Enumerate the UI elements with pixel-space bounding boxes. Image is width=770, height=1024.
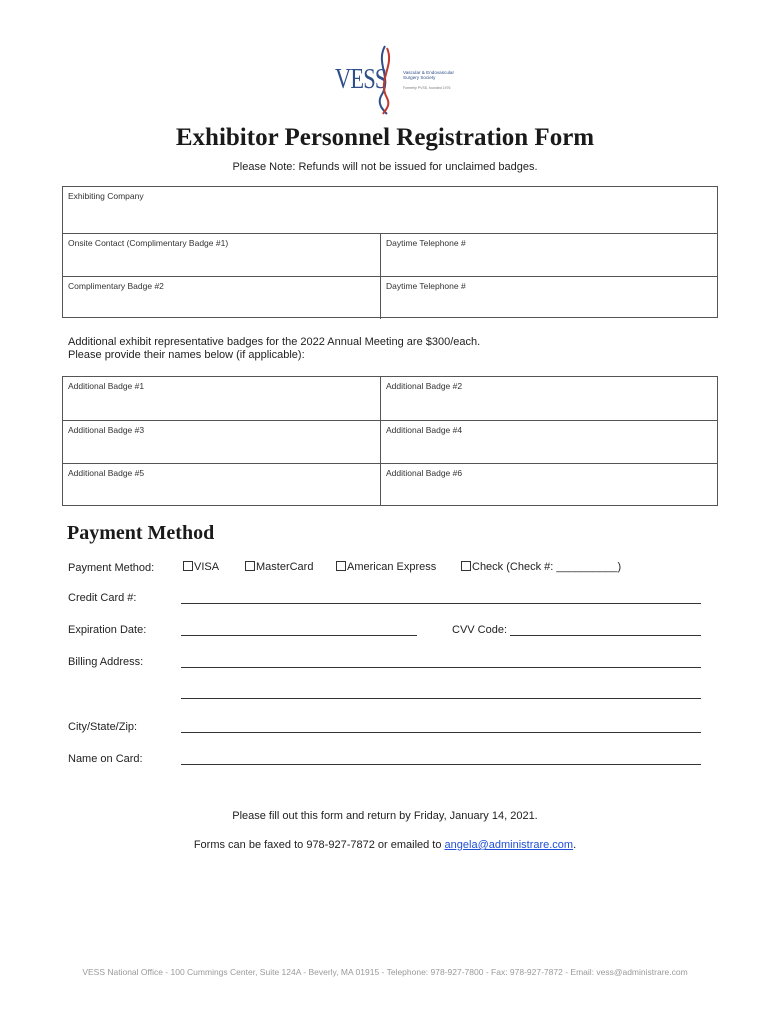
- mastercard-checkbox[interactable]: [245, 561, 255, 571]
- logo-wordmark: VESS: [335, 64, 387, 95]
- check-label: Check (Check #: __________): [472, 561, 622, 573]
- additional-badges-text: [68, 336, 480, 362]
- name-on-card-line[interactable]: [181, 764, 701, 765]
- cvv-line[interactable]: [510, 635, 701, 636]
- visa-label: VISA: [194, 561, 220, 573]
- submission-instructions: [0, 839, 770, 851]
- onsite-contact-row: [63, 233, 717, 276]
- additional-badge-4-field[interactable]: [381, 421, 717, 463]
- complimentary-badge-2-field[interactable]: [63, 277, 381, 319]
- daytime-phone-2-field[interactable]: [381, 277, 717, 319]
- page-title: Exhibitor Personnel Registration Form: [175, 124, 595, 151]
- fax-text: Forms can be faxed to 978-927-7872 or emailed to: [193, 839, 445, 851]
- badge-row: [63, 463, 717, 506]
- refund-note: Please Note: Refunds will not be issued for unclaimed badges.: [232, 161, 538, 173]
- additional-text-line2: Please provide their names below (if applicable):: [68, 349, 305, 361]
- visa-option[interactable]: [183, 561, 219, 573]
- additional-badge-3-label: Additional Badge #3: [68, 425, 145, 435]
- additional-badge-3-field[interactable]: [63, 421, 381, 463]
- company-contact-table: [62, 186, 718, 318]
- additional-text-line1: Additional exhibit representative badges for the 2022 Annual Meeting are $300/each.: [68, 336, 481, 348]
- badge-row: [63, 377, 717, 420]
- credit-card-line[interactable]: [181, 603, 701, 604]
- city-state-zip-label: City/State/Zip:: [68, 721, 138, 733]
- onsite-contact-field[interactable]: [63, 234, 381, 276]
- amex-option[interactable]: [336, 561, 436, 573]
- additional-badge-6-label: Additional Badge #6: [386, 468, 463, 478]
- daytime-phone-2-label: Daytime Telephone #: [386, 281, 466, 291]
- closing-period: .: [573, 839, 577, 851]
- exhibiting-company-label: Exhibiting Company: [68, 191, 144, 201]
- additional-badge-2-field[interactable]: [381, 377, 717, 420]
- billing-address-label: Billing Address:: [68, 656, 144, 668]
- expiration-date-line[interactable]: [181, 635, 417, 636]
- billing-address-line-2[interactable]: [181, 698, 701, 699]
- vess-logo: [333, 44, 453, 116]
- cvv-label: CVV Code:: [452, 624, 508, 636]
- footer-contact-info: VESS National Office - 100 Cummings Center, Suite 124A - Beverly, MA 01915 - Telephone: 978-927-7800 - Fax: 978-927-7872 - Email: vess@administrare.com: [82, 967, 688, 977]
- email-link[interactable]: angela@administrare.com: [444, 839, 574, 851]
- return-deadline-text: Please fill out this form and return by Friday, January 14, 2021.: [232, 810, 538, 822]
- daytime-phone-1-field[interactable]: [381, 234, 717, 276]
- mastercard-label: MasterCard: [256, 561, 314, 573]
- name-on-card-label: Name on Card:: [68, 753, 143, 765]
- amex-label: American Express: [347, 561, 437, 573]
- additional-badge-1-label: Additional Badge #1: [68, 381, 145, 391]
- additional-badge-5-label: Additional Badge #5: [68, 468, 145, 478]
- visa-checkbox[interactable]: [183, 561, 193, 571]
- mastercard-option[interactable]: [245, 561, 313, 573]
- check-option[interactable]: [461, 561, 621, 573]
- complimentary-badge-row: [63, 276, 717, 319]
- ribbon-icon: [373, 44, 397, 116]
- expiration-date-label: Expiration Date:: [68, 624, 147, 636]
- additional-badge-5-field[interactable]: [63, 464, 381, 506]
- exhibiting-company-field[interactable]: [63, 187, 717, 233]
- credit-card-label: Credit Card #:: [68, 592, 137, 604]
- badge-row: [63, 420, 717, 463]
- exhibiting-company-row: [63, 187, 717, 233]
- onsite-contact-label: Onsite Contact (Complimentary Badge #1): [68, 238, 229, 248]
- logo-society-name: Vascular & Endovascular Surgery Society: [403, 70, 454, 80]
- complimentary-badge-2-label: Complimentary Badge #2: [68, 281, 164, 291]
- daytime-phone-1-label: Daytime Telephone #: [386, 238, 466, 248]
- additional-badge-6-field[interactable]: [381, 464, 717, 506]
- additional-badge-2-label: Additional Badge #2: [386, 381, 463, 391]
- city-state-zip-line[interactable]: [181, 732, 701, 733]
- billing-address-line-1[interactable]: [181, 667, 701, 668]
- payment-method-label: Payment Method:: [68, 562, 155, 574]
- additional-badge-1-field[interactable]: [63, 377, 381, 420]
- amex-checkbox[interactable]: [336, 561, 346, 571]
- logo-tagline: Formerly PVSS, founded 1976: [403, 86, 451, 90]
- check-checkbox[interactable]: [461, 561, 471, 571]
- payment-method-heading: Payment Method: [67, 522, 215, 544]
- additional-badge-4-label: Additional Badge #4: [386, 425, 463, 435]
- additional-badges-table: [62, 376, 718, 506]
